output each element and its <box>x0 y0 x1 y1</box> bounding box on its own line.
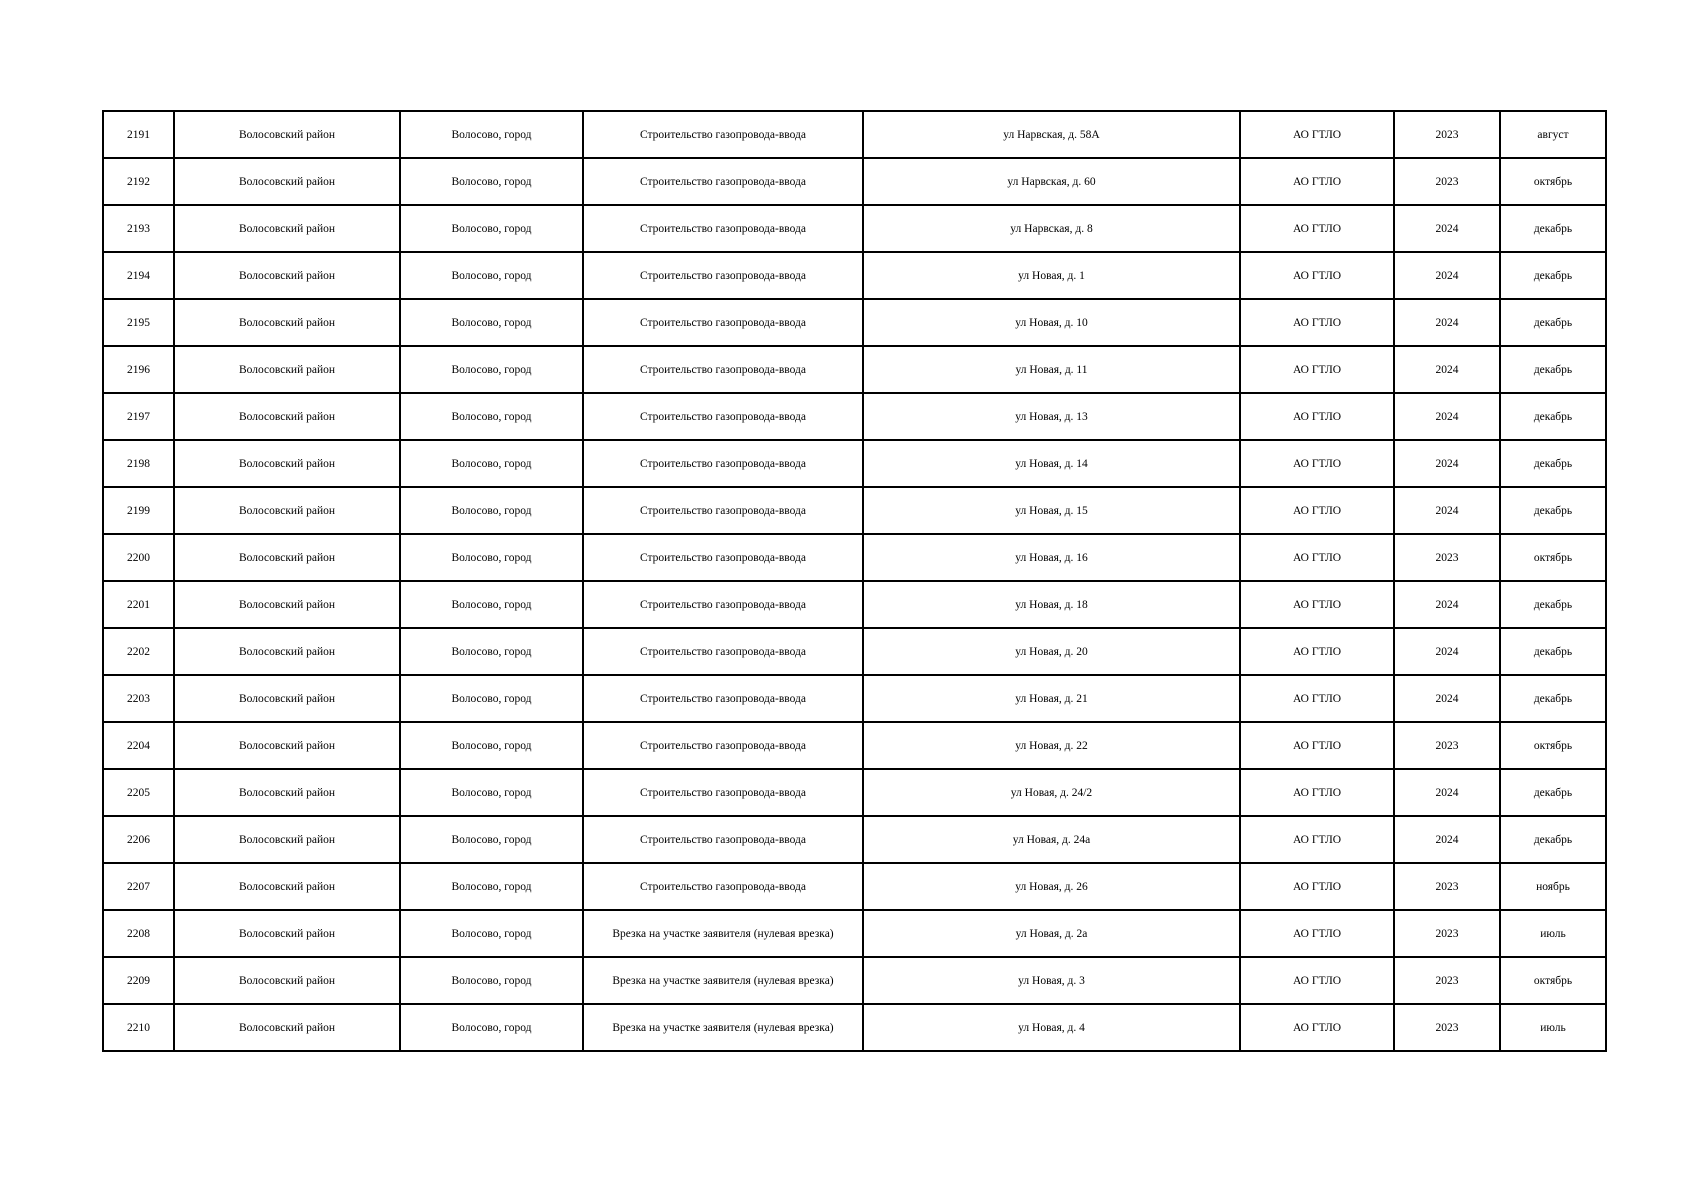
row-number-cell: 2209 <box>103 957 174 1004</box>
work-type-cell: Строительство газопровода-ввода <box>583 299 863 346</box>
locality-cell: Волосово, город <box>400 534 583 581</box>
work-type-cell: Врезка на участке заявителя (нулевая врезка) <box>583 1004 863 1051</box>
table-row <box>103 816 1606 863</box>
month-cell: декабрь <box>1500 675 1606 722</box>
address-cell: ул Нарвская, д. 58А <box>863 111 1240 158</box>
year-cell: 2024 <box>1394 816 1500 863</box>
organization-cell: АО ГТЛО <box>1240 628 1394 675</box>
locality-cell: Волосово, город <box>400 205 583 252</box>
table-row <box>103 205 1606 252</box>
organization-cell: АО ГТЛО <box>1240 158 1394 205</box>
locality-cell: Волосово, город <box>400 957 583 1004</box>
year-cell: 2023 <box>1394 722 1500 769</box>
work-type-cell: Строительство газопровода-ввода <box>583 393 863 440</box>
district-cell: Волосовский район <box>174 675 400 722</box>
organization-cell: АО ГТЛО <box>1240 957 1394 1004</box>
work-type-cell: Строительство газопровода-ввода <box>583 252 863 299</box>
table-row <box>103 111 1606 158</box>
address-cell: ул Новая, д. 22 <box>863 722 1240 769</box>
year-cell: 2023 <box>1394 111 1500 158</box>
organization-cell: АО ГТЛО <box>1240 675 1394 722</box>
locality-cell: Волосово, город <box>400 158 583 205</box>
work-type-cell: Строительство газопровода-ввода <box>583 346 863 393</box>
year-cell: 2024 <box>1394 769 1500 816</box>
district-cell: Волосовский район <box>174 1004 400 1051</box>
year-cell: 2024 <box>1394 675 1500 722</box>
year-cell: 2024 <box>1394 299 1500 346</box>
month-cell: декабрь <box>1500 816 1606 863</box>
table-row <box>103 534 1606 581</box>
row-number-cell: 2193 <box>103 205 174 252</box>
month-cell: октябрь <box>1500 957 1606 1004</box>
year-cell: 2024 <box>1394 252 1500 299</box>
organization-cell: АО ГТЛО <box>1240 581 1394 628</box>
year-cell: 2024 <box>1394 393 1500 440</box>
organization-cell: АО ГТЛО <box>1240 1004 1394 1051</box>
work-type-cell: Врезка на участке заявителя (нулевая врезка) <box>583 957 863 1004</box>
row-number-cell: 2196 <box>103 346 174 393</box>
address-cell: ул Новая, д. 3 <box>863 957 1240 1004</box>
organization-cell: АО ГТЛО <box>1240 863 1394 910</box>
month-cell: декабрь <box>1500 252 1606 299</box>
address-cell: ул Новая, д. 2а <box>863 910 1240 957</box>
work-type-cell: Строительство газопровода-ввода <box>583 158 863 205</box>
locality-cell: Волосово, город <box>400 393 583 440</box>
district-cell: Волосовский район <box>174 769 400 816</box>
month-cell: декабрь <box>1500 581 1606 628</box>
row-number-cell: 2201 <box>103 581 174 628</box>
year-cell: 2023 <box>1394 957 1500 1004</box>
month-cell: декабрь <box>1500 440 1606 487</box>
month-cell: декабрь <box>1500 346 1606 393</box>
address-cell: ул Нарвская, д. 8 <box>863 205 1240 252</box>
address-cell: ул Новая, д. 10 <box>863 299 1240 346</box>
address-cell: ул Новая, д. 4 <box>863 1004 1240 1051</box>
organization-cell: АО ГТЛО <box>1240 205 1394 252</box>
row-number-cell: 2208 <box>103 910 174 957</box>
locality-cell: Волосово, город <box>400 628 583 675</box>
month-cell: декабрь <box>1500 205 1606 252</box>
table-row <box>103 346 1606 393</box>
month-cell: декабрь <box>1500 487 1606 534</box>
work-type-cell: Строительство газопровода-ввода <box>583 863 863 910</box>
district-cell: Волосовский район <box>174 299 400 346</box>
district-cell: Волосовский район <box>174 581 400 628</box>
year-cell: 2023 <box>1394 910 1500 957</box>
table-row <box>103 910 1606 957</box>
district-cell: Волосовский район <box>174 910 400 957</box>
month-cell: декабрь <box>1500 769 1606 816</box>
row-number-cell: 2194 <box>103 252 174 299</box>
table-row <box>103 769 1606 816</box>
address-cell: ул Новая, д. 16 <box>863 534 1240 581</box>
month-cell: октябрь <box>1500 158 1606 205</box>
district-cell: Волосовский район <box>174 205 400 252</box>
month-cell: декабрь <box>1500 628 1606 675</box>
organization-cell: АО ГТЛО <box>1240 816 1394 863</box>
year-cell: 2024 <box>1394 205 1500 252</box>
work-type-cell: Строительство газопровода-ввода <box>583 111 863 158</box>
year-cell: 2024 <box>1394 346 1500 393</box>
district-cell: Волосовский район <box>174 393 400 440</box>
year-cell: 2024 <box>1394 628 1500 675</box>
month-cell: октябрь <box>1500 722 1606 769</box>
row-number-cell: 2191 <box>103 111 174 158</box>
organization-cell: АО ГТЛО <box>1240 252 1394 299</box>
district-cell: Волосовский район <box>174 816 400 863</box>
district-cell: Волосовский район <box>174 863 400 910</box>
year-cell: 2023 <box>1394 534 1500 581</box>
month-cell: октябрь <box>1500 534 1606 581</box>
district-cell: Волосовский район <box>174 722 400 769</box>
district-cell: Волосовский район <box>174 957 400 1004</box>
work-type-cell: Строительство газопровода-ввода <box>583 769 863 816</box>
table-row <box>103 393 1606 440</box>
work-type-cell: Строительство газопровода-ввода <box>583 628 863 675</box>
month-cell: декабрь <box>1500 299 1606 346</box>
year-cell: 2024 <box>1394 487 1500 534</box>
address-cell: ул Новая, д. 1 <box>863 252 1240 299</box>
address-cell: ул Новая, д. 20 <box>863 628 1240 675</box>
address-cell: ул Новая, д. 26 <box>863 863 1240 910</box>
address-cell: ул Новая, д. 21 <box>863 675 1240 722</box>
address-cell: ул Новая, д. 18 <box>863 581 1240 628</box>
row-number-cell: 2210 <box>103 1004 174 1051</box>
locality-cell: Волосово, город <box>400 816 583 863</box>
address-cell: ул Новая, д. 24/2 <box>863 769 1240 816</box>
table-row <box>103 581 1606 628</box>
row-number-cell: 2199 <box>103 487 174 534</box>
row-number-cell: 2192 <box>103 158 174 205</box>
table-row <box>103 487 1606 534</box>
table-row <box>103 158 1606 205</box>
row-number-cell: 2200 <box>103 534 174 581</box>
row-number-cell: 2206 <box>103 816 174 863</box>
work-type-cell: Строительство газопровода-ввода <box>583 675 863 722</box>
row-number-cell: 2197 <box>103 393 174 440</box>
work-type-cell: Строительство газопровода-ввода <box>583 722 863 769</box>
organization-cell: АО ГТЛО <box>1240 346 1394 393</box>
district-cell: Волосовский район <box>174 158 400 205</box>
organization-cell: АО ГТЛО <box>1240 440 1394 487</box>
locality-cell: Волосово, город <box>400 252 583 299</box>
table-row <box>103 440 1606 487</box>
year-cell: 2023 <box>1394 863 1500 910</box>
address-cell: ул Новая, д. 24а <box>863 816 1240 863</box>
table-row <box>103 863 1606 910</box>
table-body <box>103 111 1606 1051</box>
table-row <box>103 252 1606 299</box>
month-cell: июль <box>1500 910 1606 957</box>
row-number-cell: 2207 <box>103 863 174 910</box>
table-row <box>103 675 1606 722</box>
organization-cell: АО ГТЛО <box>1240 910 1394 957</box>
locality-cell: Волосово, город <box>400 581 583 628</box>
address-cell: ул Новая, д. 15 <box>863 487 1240 534</box>
locality-cell: Волосово, город <box>400 675 583 722</box>
work-type-cell: Строительство газопровода-ввода <box>583 205 863 252</box>
work-type-cell: Строительство газопровода-ввода <box>583 534 863 581</box>
row-number-cell: 2203 <box>103 675 174 722</box>
month-cell: июль <box>1500 1004 1606 1051</box>
locality-cell: Волосово, город <box>400 863 583 910</box>
year-cell: 2023 <box>1394 1004 1500 1051</box>
locality-cell: Волосово, город <box>400 769 583 816</box>
year-cell: 2023 <box>1394 158 1500 205</box>
row-number-cell: 2198 <box>103 440 174 487</box>
locality-cell: Волосово, город <box>400 910 583 957</box>
table-row <box>103 1004 1606 1051</box>
table-row <box>103 957 1606 1004</box>
address-cell: ул Новая, д. 11 <box>863 346 1240 393</box>
address-cell: ул Новая, д. 14 <box>863 440 1240 487</box>
district-cell: Волосовский район <box>174 346 400 393</box>
organization-cell: АО ГТЛО <box>1240 722 1394 769</box>
organization-cell: АО ГТЛО <box>1240 769 1394 816</box>
table-row <box>103 299 1606 346</box>
address-cell: ул Новая, д. 13 <box>863 393 1240 440</box>
row-number-cell: 2195 <box>103 299 174 346</box>
row-number-cell: 2202 <box>103 628 174 675</box>
work-type-cell: Строительство газопровода-ввода <box>583 581 863 628</box>
district-cell: Волосовский район <box>174 534 400 581</box>
locality-cell: Волосово, город <box>400 111 583 158</box>
organization-cell: АО ГТЛО <box>1240 393 1394 440</box>
organization-cell: АО ГТЛО <box>1240 534 1394 581</box>
month-cell: август <box>1500 111 1606 158</box>
work-type-cell: Строительство газопровода-ввода <box>583 816 863 863</box>
organization-cell: АО ГТЛО <box>1240 111 1394 158</box>
locality-cell: Волосово, город <box>400 440 583 487</box>
organization-cell: АО ГТЛО <box>1240 487 1394 534</box>
locality-cell: Волосово, город <box>400 346 583 393</box>
work-type-cell: Строительство газопровода-ввода <box>583 440 863 487</box>
district-cell: Волосовский район <box>174 440 400 487</box>
table-row <box>103 722 1606 769</box>
work-type-cell: Врезка на участке заявителя (нулевая врезка) <box>583 910 863 957</box>
locality-cell: Волосово, город <box>400 1004 583 1051</box>
organization-cell: АО ГТЛО <box>1240 299 1394 346</box>
district-cell: Волосовский район <box>174 628 400 675</box>
district-cell: Волосовский район <box>174 111 400 158</box>
month-cell: ноябрь <box>1500 863 1606 910</box>
district-cell: Волосовский район <box>174 252 400 299</box>
year-cell: 2024 <box>1394 440 1500 487</box>
year-cell: 2024 <box>1394 581 1500 628</box>
district-cell: Волосовский район <box>174 487 400 534</box>
locality-cell: Волосово, город <box>400 487 583 534</box>
month-cell: декабрь <box>1500 393 1606 440</box>
locality-cell: Волосово, город <box>400 722 583 769</box>
row-number-cell: 2204 <box>103 722 174 769</box>
row-number-cell: 2205 <box>103 769 174 816</box>
locality-cell: Волосово, город <box>400 299 583 346</box>
work-type-cell: Строительство газопровода-ввода <box>583 487 863 534</box>
gasification-schedule-table <box>102 110 1607 1052</box>
address-cell: ул Нарвская, д. 60 <box>863 158 1240 205</box>
table-row <box>103 628 1606 675</box>
